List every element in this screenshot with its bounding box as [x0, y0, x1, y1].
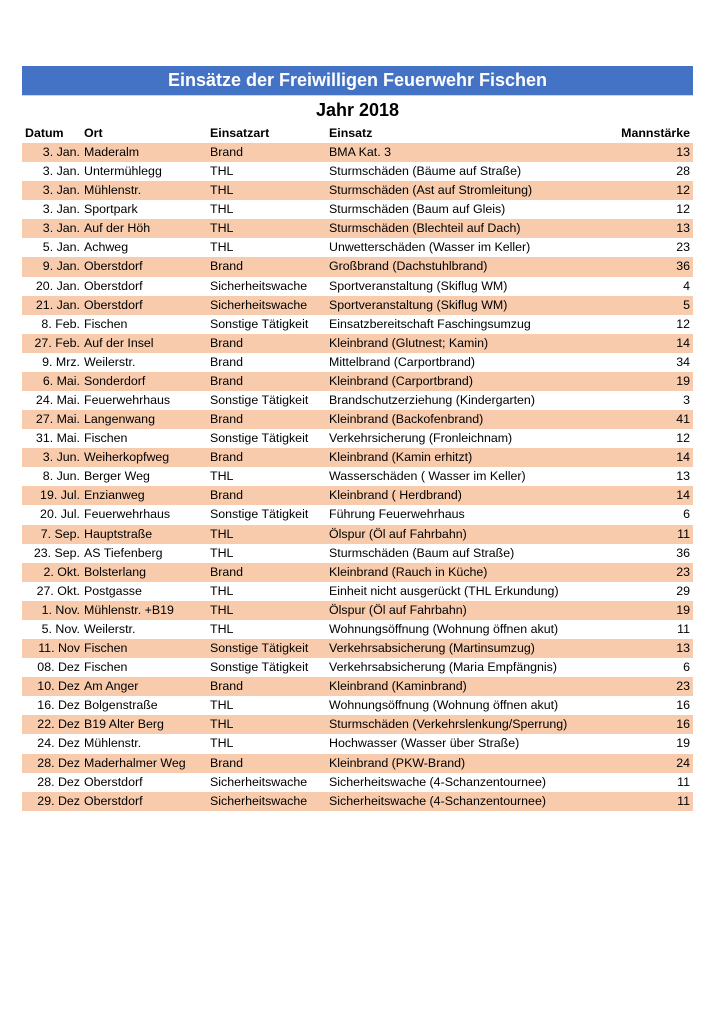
cell-einsatz: Sportveranstaltung (Skiflug WM) — [329, 297, 508, 312]
cell-ort: Am Anger — [84, 679, 139, 694]
table-row — [22, 754, 693, 773]
cell-einsatzart: Sonstige Tätigkeit — [210, 641, 309, 656]
cell-einsatzart: Brand — [210, 450, 244, 465]
cell-mannstaerke: 11 — [677, 621, 690, 636]
cell-datum: 9. Jan. — [42, 259, 80, 274]
cell-datum: 08. Dez — [37, 660, 80, 675]
cell-ort: Feuerwehrhaus — [84, 507, 171, 522]
document-title-banner: Einsätze der Freiwilligen Feuerwehr Fischen — [22, 66, 693, 96]
cell-einsatzart: THL — [210, 583, 234, 598]
table-row — [22, 410, 693, 429]
cell-ort: Achweg — [84, 240, 129, 255]
table-row — [22, 429, 693, 448]
cell-mannstaerke: 36 — [676, 259, 690, 274]
cell-einsatz: Sturmschäden (Bäume auf Straße) — [329, 164, 522, 179]
cell-datum: 16. Dez — [37, 698, 80, 713]
cell-einsatz: Verkehrsabsicherung (Maria Empfängnis) — [329, 660, 557, 675]
cell-einsatz: Kleinbrand (Carportbrand) — [329, 373, 473, 388]
cell-mannstaerke: 11 — [677, 793, 690, 808]
cell-datum: 21. Jan. — [35, 297, 80, 312]
table-row — [22, 334, 693, 353]
cell-einsatzart: Brand — [210, 488, 244, 503]
cell-ort: Oberstdorf — [84, 278, 143, 293]
cell-einsatz: Ölspur (Öl auf Fahrbahn) — [329, 602, 467, 617]
cell-einsatz: Kleinbrand ( Herdbrand) — [329, 488, 462, 503]
cell-datum: 27. Okt. — [36, 583, 80, 598]
cell-datum: 1. Nov. — [41, 602, 80, 617]
cell-ort: Bolsterlang — [84, 564, 146, 579]
cell-einsatz: BMA Kat. 3 — [329, 145, 391, 159]
cell-mannstaerke: 13 — [676, 145, 690, 159]
cell-einsatzart: Sonstige Tätigkeit — [210, 660, 309, 675]
cell-datum: 3. Jan. — [42, 164, 80, 179]
cell-einsatz: Sturmschäden (Ast auf Stromleitung) — [329, 183, 533, 198]
cell-mannstaerke: 23 — [676, 679, 690, 694]
cell-einsatzart: Sicherheitswache — [210, 774, 308, 789]
cell-ort: Postgasse — [84, 583, 142, 598]
cell-einsatzart: Sonstige Tätigkeit — [210, 316, 309, 331]
cell-mannstaerke: 41 — [676, 412, 690, 427]
cell-mannstaerke: 23 — [676, 564, 690, 579]
cell-datum: 5. Nov. — [41, 621, 80, 636]
cell-datum: 23. Sep. — [33, 545, 80, 560]
cell-ort: Berger Weg — [84, 469, 150, 484]
cell-ort: Mühlenstr. — [84, 183, 142, 198]
cell-einsatz: Kleinbrand (Glutnest; Kamin) — [329, 335, 489, 350]
table-row — [22, 582, 693, 601]
cell-einsatzart: Brand — [210, 335, 244, 350]
cell-mannstaerke: 14 — [676, 335, 690, 350]
cell-einsatzart: THL — [210, 240, 234, 255]
operations-table — [22, 124, 693, 811]
cell-mannstaerke: 16 — [676, 698, 690, 713]
table-row — [22, 658, 693, 677]
cell-ort: Weilerstr. — [84, 621, 136, 636]
cell-einsatz: Kleinbrand (Backofenbrand) — [329, 412, 484, 427]
table-row — [22, 200, 693, 219]
cell-einsatz: Mittelbrand (Carportbrand) — [329, 354, 475, 369]
cell-datum: 8. Jun. — [42, 469, 80, 484]
cell-ort: Bolgenstraße — [84, 698, 158, 713]
cell-ort: Weilerstr. — [84, 354, 136, 369]
table-row — [22, 486, 693, 505]
cell-ort: Enzianweg — [84, 488, 145, 503]
cell-ort: Maderalm — [84, 145, 140, 159]
table-row — [22, 238, 693, 257]
cell-einsatz: Sicherheitswache (4-Schanzentournee) — [329, 793, 546, 808]
cell-ort: Auf der Höh — [84, 221, 151, 236]
cell-datum: 5. Jan. — [42, 240, 80, 255]
cell-datum: 7. Sep. — [40, 526, 80, 541]
table-row — [22, 448, 693, 467]
cell-mannstaerke: 29 — [676, 583, 690, 598]
table-row — [22, 467, 693, 486]
header-einsatz: Einsatz — [329, 126, 373, 140]
cell-datum: 31. Mai. — [35, 431, 80, 446]
cell-mannstaerke: 14 — [676, 450, 690, 465]
cell-mannstaerke: 12 — [676, 316, 690, 331]
cell-ort: Mühlenstr. +B19 — [84, 602, 174, 617]
table-row — [22, 219, 693, 238]
cell-mannstaerke: 3 — [683, 393, 690, 408]
cell-einsatzart: Sicherheitswache — [210, 297, 308, 312]
cell-mannstaerke: 12 — [676, 202, 690, 217]
header-datum: Datum — [25, 126, 64, 140]
cell-datum: 28. Dez — [37, 755, 80, 770]
cell-einsatz: Wohnungsöffnung (Wohnung öffnen akut) — [329, 621, 559, 636]
cell-datum: 22. Dez — [37, 717, 80, 732]
table-row — [22, 620, 693, 639]
table-row — [22, 544, 693, 563]
cell-ort: Fischen — [84, 316, 128, 331]
cell-datum: 8. Feb. — [41, 316, 80, 331]
cell-ort: Oberstdorf — [84, 793, 143, 808]
header-mannstaerke: Mannstärke — [621, 126, 690, 140]
cell-datum: 3. Jan. — [42, 145, 80, 159]
cell-einsatz: Kleinbrand (Rauch in Küche) — [329, 564, 488, 579]
cell-einsatzart: Sicherheitswache — [210, 278, 308, 293]
table-row — [22, 677, 693, 696]
cell-ort: Mühlenstr. — [84, 736, 142, 751]
cell-mannstaerke: 36 — [676, 545, 690, 560]
table-row — [22, 315, 693, 334]
table-row — [22, 773, 693, 792]
table-row — [22, 353, 693, 372]
cell-ort: Sportpark — [84, 202, 138, 217]
cell-datum: 28. Dez — [37, 774, 80, 789]
cell-mannstaerke: 24 — [676, 755, 690, 770]
cell-ort: Fischen — [84, 641, 128, 656]
table-row — [22, 296, 693, 315]
cell-mannstaerke: 16 — [676, 717, 690, 732]
cell-einsatzart: THL — [210, 526, 234, 541]
cell-mannstaerke: 13 — [676, 469, 690, 484]
cell-einsatzart: THL — [210, 202, 234, 217]
cell-mannstaerke: 12 — [676, 183, 690, 198]
cell-ort: Weiherkopfweg — [84, 450, 170, 465]
table-row — [22, 525, 693, 544]
table-row — [22, 563, 693, 582]
cell-ort: Auf der Insel — [84, 335, 154, 350]
cell-datum: 2. Okt. — [43, 564, 80, 579]
header-ort: Ort — [84, 126, 103, 140]
cell-mannstaerke: 11 — [677, 526, 690, 541]
cell-datum: 19. Jul. — [40, 488, 80, 503]
cell-einsatzart: Brand — [210, 354, 244, 369]
table-row — [22, 143, 693, 162]
cell-einsatzart: Brand — [210, 412, 244, 427]
cell-mannstaerke: 34 — [676, 354, 690, 369]
table-row — [22, 639, 693, 658]
cell-einsatzart: Sonstige Tätigkeit — [210, 431, 309, 446]
cell-datum: 10. Dez — [37, 679, 80, 694]
cell-einsatz: Wohnungsöffnung (Wohnung öffnen akut) — [329, 698, 559, 713]
cell-ort: AS Tiefenberg — [84, 545, 163, 560]
cell-mannstaerke: 23 — [676, 240, 690, 255]
cell-einsatzart: THL — [210, 545, 234, 560]
cell-datum: 6. Mai. — [42, 373, 80, 388]
cell-mannstaerke: 28 — [676, 164, 690, 179]
cell-mannstaerke: 4 — [683, 278, 690, 293]
cell-datum: 24. Mai. — [35, 393, 80, 408]
cell-einsatz: Unwetterschäden (Wasser im Keller) — [329, 240, 531, 255]
cell-einsatzart: THL — [210, 183, 234, 198]
cell-einsatzart: Sonstige Tätigkeit — [210, 393, 309, 408]
cell-einsatzart: Sicherheitswache — [210, 793, 308, 808]
cell-einsatz: Brandschutzerziehung (Kindergarten) — [329, 393, 535, 408]
cell-einsatzart: Brand — [210, 259, 244, 274]
table-row — [22, 162, 693, 181]
cell-mannstaerke: 13 — [676, 641, 690, 656]
cell-ort: Oberstdorf — [84, 259, 143, 274]
cell-datum: 27. Mai. — [35, 412, 80, 427]
cell-ort: Maderhalmer Weg — [84, 755, 186, 770]
cell-mannstaerke: 5 — [683, 297, 690, 312]
cell-mannstaerke: 14 — [676, 488, 690, 503]
cell-datum: 3. Jan. — [42, 183, 80, 198]
cell-datum: 3. Jun. — [42, 450, 80, 465]
cell-ort: Fischen — [84, 660, 128, 675]
cell-mannstaerke: 12 — [676, 431, 690, 446]
cell-einsatz: Kleinbrand (Kaminbrand) — [329, 679, 467, 694]
cell-mannstaerke: 13 — [676, 221, 690, 236]
cell-einsatzart: Brand — [210, 145, 244, 159]
cell-einsatz: Führung Feuerwehrhaus — [329, 507, 465, 522]
cell-ort: Feuerwehrhaus — [84, 393, 171, 408]
cell-einsatz: Sportveranstaltung (Skiflug WM) — [329, 278, 508, 293]
table-body — [22, 143, 693, 811]
cell-einsatzart: Brand — [210, 564, 244, 579]
cell-mannstaerke: 19 — [676, 602, 690, 617]
cell-datum: 20. Jul. — [40, 507, 80, 522]
document-subtitle-year: Jahr 2018 — [315, 100, 400, 120]
cell-einsatz: Sturmschäden (Baum auf Gleis) — [329, 202, 506, 217]
table-row — [22, 391, 693, 410]
table-row — [22, 505, 693, 524]
cell-mannstaerke: 6 — [683, 507, 690, 522]
cell-einsatz: Großbrand (Dachstuhlbrand) — [329, 259, 488, 274]
cell-einsatzart: Brand — [210, 755, 244, 770]
cell-datum: 3. Jan. — [42, 221, 80, 236]
cell-datum: 11. Nov — [38, 641, 80, 656]
cell-einsatzart: Brand — [210, 373, 244, 388]
cell-einsatzart: THL — [210, 221, 234, 236]
cell-einsatz: Verkehrsicherung (Fronleichnam) — [329, 431, 513, 446]
cell-einsatzart: THL — [210, 698, 234, 713]
table-row — [22, 792, 693, 811]
cell-ort: Oberstdorf — [84, 297, 143, 312]
cell-datum: 29. Dez — [37, 793, 80, 808]
cell-einsatz: Wasserschäden ( Wasser im Keller) — [329, 469, 526, 484]
cell-datum: 20. Jan. — [35, 278, 80, 293]
cell-einsatz: Hochwasser (Wasser über Straße) — [329, 736, 520, 751]
cell-datum: 24. Dez — [37, 736, 80, 751]
cell-einsatzart: THL — [210, 621, 234, 636]
cell-mannstaerke: 19 — [676, 736, 690, 751]
cell-einsatz: Einsatzbereitschaft Faschingsumzug — [329, 316, 531, 331]
cell-ort: B19 Alter Berg — [84, 717, 164, 732]
cell-mannstaerke: 6 — [683, 660, 690, 675]
cell-ort: Oberstdorf — [84, 774, 143, 789]
cell-ort: Langenwang — [84, 412, 155, 427]
cell-ort: Sonderdorf — [84, 373, 146, 388]
cell-einsatz: Verkehrsabsicherung (Martinsumzug) — [329, 641, 535, 656]
cell-einsatz: Einheit nicht ausgerückt (THL Erkundung) — [329, 583, 559, 598]
table-row — [22, 181, 693, 200]
cell-einsatzart: THL — [210, 717, 234, 732]
cell-mannstaerke: 19 — [676, 373, 690, 388]
table-row — [22, 277, 693, 296]
cell-ort: Hauptstraße — [84, 526, 153, 541]
table-row — [22, 372, 693, 391]
cell-ort: Fischen — [84, 431, 128, 446]
cell-einsatz: Kleinbrand (PKW-Brand) — [329, 755, 466, 770]
table-row — [22, 715, 693, 734]
cell-datum: 27. Feb. — [34, 335, 80, 350]
cell-mannstaerke: 11 — [677, 774, 690, 789]
cell-einsatz: Ölspur (Öl auf Fahrbahn) — [329, 526, 467, 541]
cell-einsatz: Sicherheitswache (4-Schanzentournee) — [329, 774, 546, 789]
cell-einsatz: Kleinbrand (Kamin erhitzt) — [329, 450, 473, 465]
cell-einsatzart: Brand — [210, 679, 244, 694]
table-row — [22, 696, 693, 715]
cell-einsatz: Sturmschäden (Baum auf Straße) — [329, 545, 515, 560]
header-einsatzart: Einsatzart — [210, 126, 270, 140]
cell-einsatzart: Sonstige Tätigkeit — [210, 507, 309, 522]
cell-datum: 3. Jan. — [42, 202, 80, 217]
cell-einsatz: Sturmschäden (Blechteil auf Dach) — [329, 221, 521, 236]
cell-datum: 9. Mrz. — [42, 354, 80, 369]
cell-einsatz: Sturmschäden (Verkehrslenkung/Sperrung) — [329, 717, 568, 732]
cell-einsatzart: THL — [210, 164, 234, 179]
cell-ort: Untermühlegg — [84, 164, 162, 179]
cell-einsatzart: THL — [210, 469, 234, 484]
table-row — [22, 734, 693, 753]
cell-einsatzart: THL — [210, 736, 234, 751]
table-header-row — [22, 124, 693, 143]
table-row — [22, 601, 693, 620]
table-row — [22, 257, 693, 276]
cell-einsatzart: THL — [210, 602, 234, 617]
